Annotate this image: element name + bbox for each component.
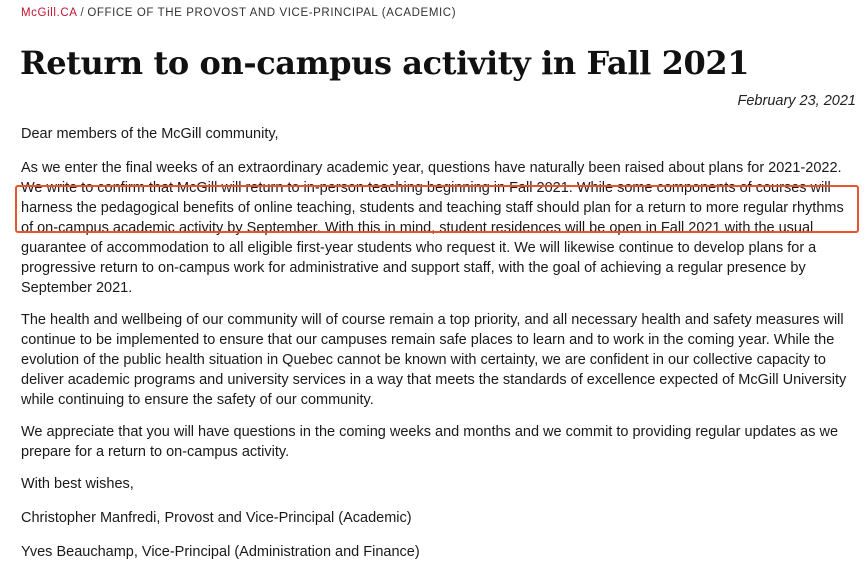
breadcrumb-home-link[interactable]: McGill.CA	[21, 7, 78, 19]
salutation: Dear members of the McGill community,	[21, 126, 279, 142]
paragraph-1: As we enter the final weeks of an extraordinary academic year, questions have naturally been raised about plans for 2021-2022. We write to confirm that McGill will return to in-person teaching beginning in Fall 2021. While some components of courses will harness the pedagogical benefits of online teaching, students and teaching staff should plan for a return to more regular rhythms of on-campus academic activity by September. With this in mind, student residences will be open in Fall 2021 with the usual guarantee of accommodation to all eligible first-year students who request it. We will likewise continue to develop plans for a progressive return to on-campus work for administrative and support staff, with the goal of achieving a regular presence by September 2021.	[21, 160, 844, 296]
paragraph-3: We appreciate that you will have questions in the coming weeks and months and we commit to providing regular updates as we prepare for a return to on-campus activity.	[21, 424, 839, 460]
article-body	[21, 124, 857, 576]
breadcrumb-section: OFFICE OF THE PROVOST AND VICE-PRINCIPAL (ACADEMIC)	[87, 7, 457, 19]
page-title: Return to on-campus activity in Fall 2021	[20, 44, 750, 82]
paragraph-2: The health and wellbeing of our community will of course remain a top priority, and all necessary health and safety measures will continue to be implemented to ensure that our campuses remain safe places to learn and to work in the coming year. While the evolution of the public health situation in Quebec cannot be known with certainty, we are confident in our collective capacity to deliver academic programs and university services in a way that meets the standards of excellence expected of McGill University while continuing to ensure the safety of our community.	[21, 312, 847, 408]
breadcrumb-separator: /	[80, 7, 85, 19]
signatory-2: Yves Beauchamp, Vice-Principal (Administration and Finance)	[21, 544, 420, 560]
signatory-1: Christopher Manfredi, Provost and Vice-Principal (Academic)	[21, 510, 412, 526]
closing: With best wishes,	[21, 476, 134, 492]
highlighted-paragraph-wrapper	[21, 158, 857, 298]
publish-date: February 23, 2021	[737, 93, 856, 109]
breadcrumb	[21, 7, 456, 19]
